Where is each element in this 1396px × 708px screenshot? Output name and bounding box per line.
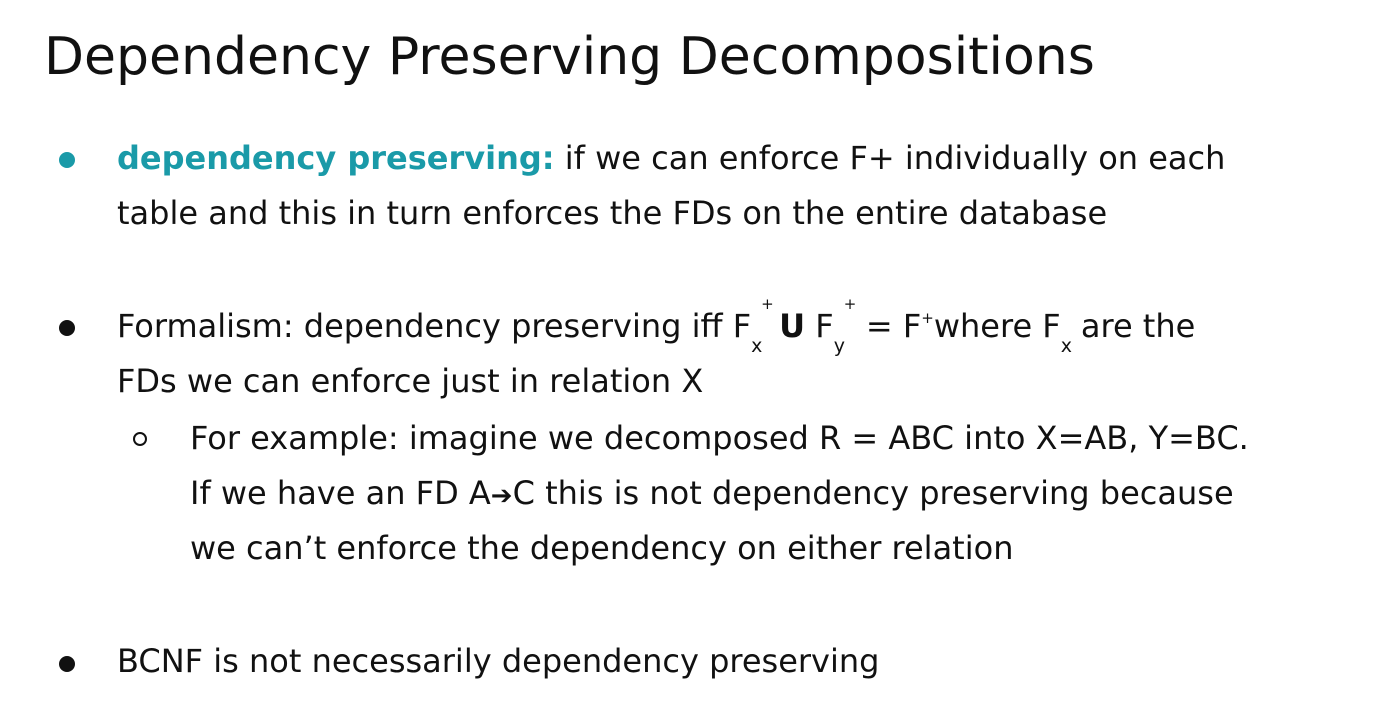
equals-f: = F <box>855 307 922 345</box>
slide-title: Dependency Preserving Decompositions <box>44 27 1095 87</box>
superscript-plus-2: + <box>843 295 857 313</box>
sub-line-2-post: C this is not dependency preserving because <box>512 474 1234 512</box>
sub-bullet-line-1: For example: imagine we decomposed R = ABC into X=AB, Y=BC. <box>190 419 1249 457</box>
subscript-x-2: x <box>1060 335 1072 357</box>
sub-bullet-circle <box>133 432 147 446</box>
bullet-dot-3 <box>59 656 75 672</box>
bullet-1-line-2: table and this in turn enforces the FDs on the entire database <box>117 194 1108 232</box>
formalism-prefix: Formalism: dependency preserving iff F <box>117 307 752 345</box>
superscript-plus: + <box>761 295 774 313</box>
bullet-dot-2 <box>59 320 75 336</box>
formula-where-fx <box>933 299 1072 357</box>
formula-f: F <box>815 307 834 345</box>
bullet-2-line-1-post: are the <box>1070 307 1196 345</box>
arrow-icon: ➔ <box>490 481 513 511</box>
formula-fx <box>117 295 774 357</box>
subscript-y: y <box>833 335 845 357</box>
bullet-dot-1 <box>59 152 75 168</box>
sub-bullet-line-3: we can’t enforce the dependency on either relation <box>190 529 1014 567</box>
subscript-x: x <box>751 335 763 357</box>
bullet-3-line-1: BCNF is not necessarily dependency preserving <box>117 642 880 680</box>
bullet-2-line-2: FDs we can enforce just in relation X <box>117 362 704 400</box>
formula-fy <box>815 295 857 357</box>
term-dependency-preserving: dependency preserving: <box>117 139 555 177</box>
where-f: where F <box>933 307 1061 345</box>
sub-line-2-pre: If we have an FD A <box>190 474 491 512</box>
sub-bullet-line-2 <box>190 466 1234 524</box>
superscript-plus-3: + <box>921 309 934 327</box>
bullet-1-line-1 <box>117 131 1225 186</box>
bullet-2-line-1 <box>117 295 1196 360</box>
bullet-1-line-1-rest: if we can enforce F+ individually on each <box>554 139 1226 177</box>
union-symbol: U <box>779 307 806 345</box>
